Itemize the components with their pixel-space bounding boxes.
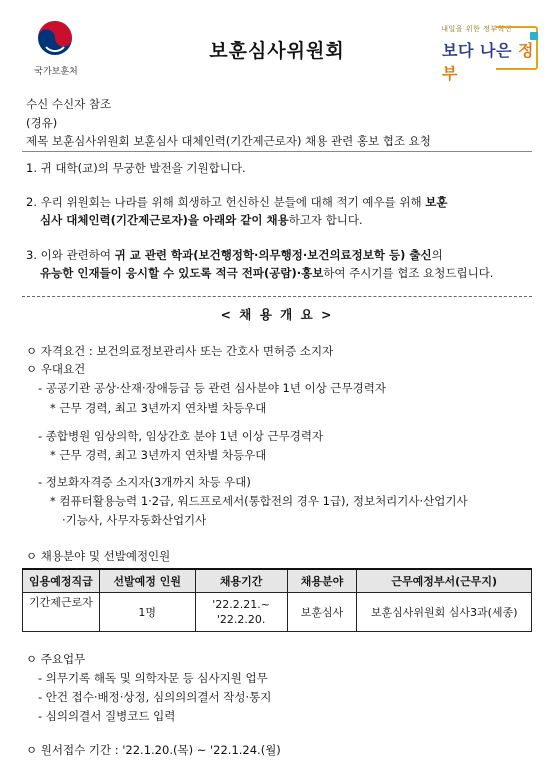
preference-3-note-1: * 컴퓨터활용능력 1·2급, 워드프로세서(통합전의 경우 1급), 정보처리기사·산업기사 <box>50 494 468 508</box>
p2-text: 2. 우리 위원회는 나라를 위해 희생하고 헌신하신 분들에 대해 적기 예우를 위해 <box>26 195 426 209</box>
duty-2: - 안건 접수·배정·상정, 심의의의결서 작성·통지 <box>38 690 272 704</box>
duty-3: - 심의의결서 질병코드 입력 <box>38 709 176 723</box>
p3-bold-2: 유능한 인재들이 응시할 수 있도록 적극 전파(공람)·홍보 <box>40 266 324 280</box>
preference-2-note: * 근무 경력, 최고 3년까지 연차별 차등우대 <box>50 448 267 462</box>
preference-1: - 공공기관 공상·산재·장애등급 등 관련 심사분야 1년 이상 근무경력자 <box>38 381 386 395</box>
cell-dept: 보훈심사위원회 심사3과(세종) <box>357 593 532 632</box>
p3-text: 3. 이와 관련하여 <box>26 248 115 262</box>
duties-heading: ㅇ 주요업무 <box>26 652 86 666</box>
table-row <box>23 593 532 632</box>
period-start: '22.2.21.~ <box>212 598 270 611</box>
cell-field: 보훈심사 <box>287 593 357 632</box>
col-period: 채용기간 <box>195 569 287 593</box>
document-title: 보훈심사위원회 <box>209 40 345 62</box>
section-divider <box>22 296 532 297</box>
p3-text-2: 하여 주시기를 협조 요청드립니다. <box>323 266 494 280</box>
divider <box>22 151 532 152</box>
cell-count: 1명 <box>99 593 195 632</box>
preference-3: - 정보화자격증 소지자(3개까지 차등 우대) <box>38 475 251 489</box>
plus-dot-icon <box>530 32 538 40</box>
paragraph-1: 1. 귀 대학(교)의 무궁한 발전을 기원합니다. <box>26 161 246 175</box>
gov-innovation-logo <box>436 24 540 83</box>
preference-1-note: * 근무 경력, 최고 3년까지 연차별 차등우대 <box>50 401 267 415</box>
duty-1: - 의무기록 해독 및 의학자문 등 심사지원 업무 <box>38 671 268 685</box>
slogan-word-1: 보다 <box>442 41 474 60</box>
col-dept: 근무예정부서(근무지) <box>357 569 532 593</box>
section-title: < 채 용 개 요 > <box>220 307 334 322</box>
cell-period <box>195 593 287 632</box>
preference-2: - 종합병원 임상의학, 임상간호 분야 1년 이상 근무경력자 <box>38 429 324 443</box>
paragraph-3-line-1 <box>26 247 443 263</box>
via-line: (경유) <box>26 116 58 130</box>
col-field: 채용분야 <box>287 569 357 593</box>
p3-text-end: 의 <box>431 248 443 262</box>
recruitment-table <box>22 568 532 632</box>
p3-bold: 귀 교 관련 학과(보건행정학·의무행정·보건의료정보학 등) 출신 <box>114 248 432 262</box>
preference-3-note-2: ·기능사, 사무자동화산업기사 <box>62 513 207 527</box>
subject-line: 제목 보훈심사위원회 보훈심사 대체인력(기간제근로자) 채용 관련 홍보 협조 요청 <box>26 134 431 148</box>
col-grade: 임용예정직급 <box>23 569 100 593</box>
recipient-line: 수신 수신자 참조 <box>26 97 112 111</box>
table-heading: ㅇ 채용분야 및 선발예정인원 <box>26 549 171 563</box>
slogan-word-3: 정부 <box>442 41 534 83</box>
preference-heading: ㅇ 우대요건 <box>26 362 86 376</box>
paragraph-3-line-2 <box>40 265 493 281</box>
paragraph-2-line-1 <box>26 194 447 210</box>
p2-text-2: 하고자 합니다. <box>288 213 363 227</box>
qualification: ㅇ 자격요건 : 보건의료정보관리사 또는 간호사 면허증 소지자 <box>26 344 334 358</box>
period-end: '22.2.20. <box>216 613 266 626</box>
p2-bold: 보훈 <box>425 195 448 209</box>
org-name: 국가보훈처 <box>34 67 78 77</box>
slogan-word-2: 나은 <box>480 41 512 60</box>
application-period: ㅇ 원서접수 기간 : '22.1.20.(목) ~ '22.1.24.(월) <box>26 743 281 757</box>
col-count: 선발예정 인원 <box>99 569 195 593</box>
p2-bold-2: 심사 대체인력(기간제근로자)을 아래와 같이 채용 <box>40 213 289 227</box>
slogan-small: 내일을 위한 정부혁신 <box>441 25 512 33</box>
cell-grade: 기간제근로자 <box>23 593 100 632</box>
table-header-row <box>23 569 532 593</box>
paragraph-2-line-2 <box>40 212 363 228</box>
